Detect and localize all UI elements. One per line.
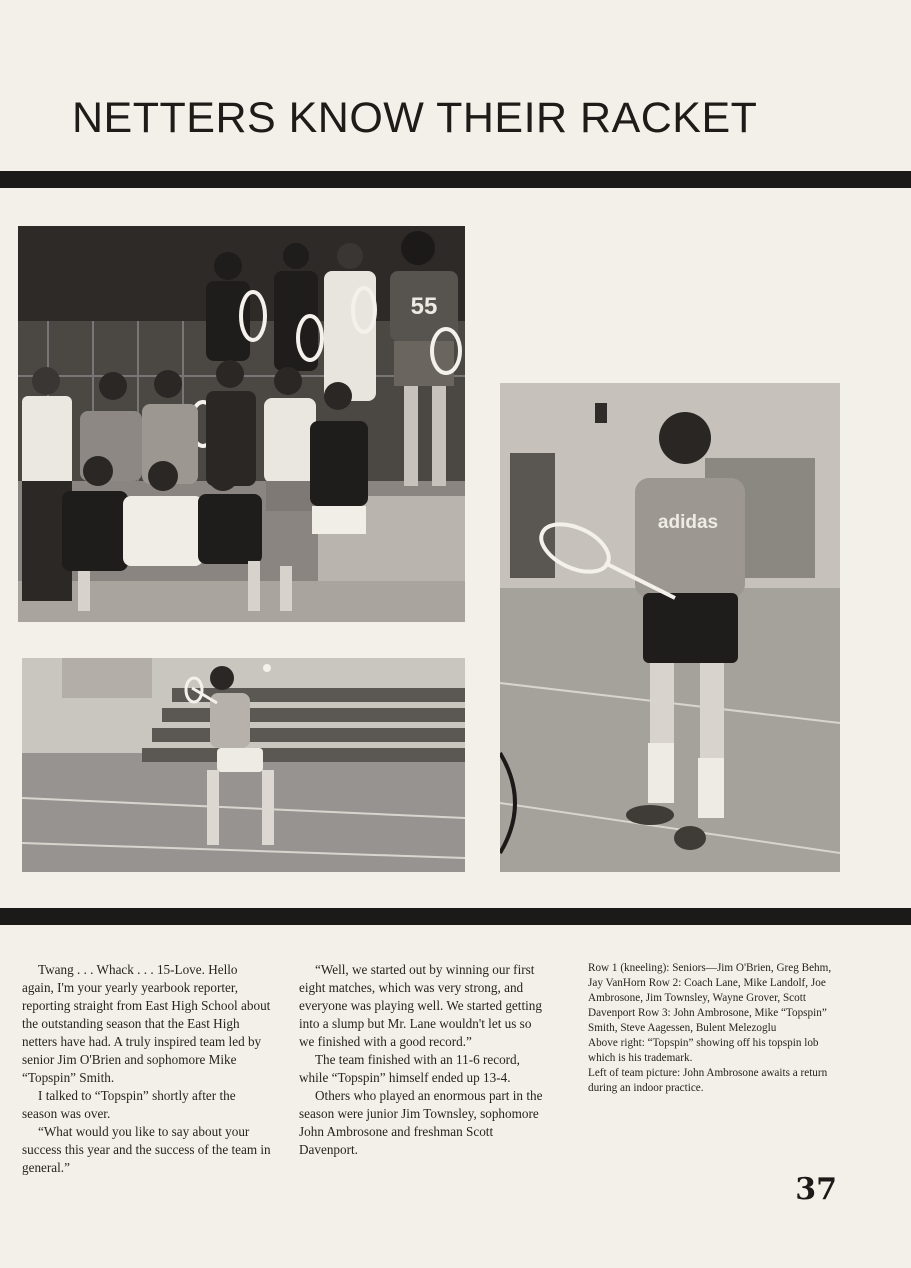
headline: NETTERS KNOW THEIR RACKET — [72, 94, 758, 142]
story-paragraph: “What would you like to say about your success this year and the success of the team in general.” — [22, 1124, 271, 1175]
story-paragraph: Others who played an enormous part in the season were junior Jim Townsley, sophomore John Ambrosone and freshman Scott Davenport. — [299, 1088, 543, 1157]
team-caption: Row 1 (kneeling): Seniors—Jim O'Brien, Greg Behm, Jay VanHorn Row 2: Coach Lane, Mike Landolf, Joe Ambrosone, Jim Townsley, Wayne Grover, Scott Davenport Row 3: John Ambrosone, Mike “Topspin” Smith, Steve Aagessen, Bulent Melezoglu — [588, 962, 832, 1034]
above-right-caption: Above right: “Topspin” showing off his topspin lob which is his trademark. — [588, 1037, 819, 1064]
left-of-team-caption: Left of team picture: John Ambrosone awaits a return during an indoor practice. — [588, 1067, 828, 1094]
jersey-number: 55 — [410, 293, 438, 320]
ambrosone-photo — [22, 658, 465, 872]
bottom-rule — [0, 908, 911, 925]
story-paragraph: Twang . . . Whack . . . 15-Love. Hello again, I'm your yearly yearbook reporter, reporting straight from East High School about the outstanding season that the East High netters have had. A truly inspired team led by senior Jim O'Brien and sophomore Mike “Topspin” Smith. — [22, 962, 271, 1085]
story-column-2 — [299, 961, 549, 1159]
topspin-photo — [500, 383, 840, 872]
story-paragraph: The team finished with an 11-6 record, while “Topspin” himself ended up 13-4. — [299, 1052, 520, 1085]
shirt-brand: adidas — [657, 512, 719, 533]
story-column-1 — [22, 961, 272, 1177]
top-rule — [0, 171, 911, 188]
story-paragraph: “Well, we started out by winning our first eight matches, which was very strong, and everyone was playing well. We started getting into a slump but Mr. Lane wouldn't let us so we finished with a good record.” — [299, 962, 542, 1049]
team-photo — [18, 226, 465, 622]
story-paragraph: I talked to “Topspin” shortly after the season was over. — [22, 1088, 236, 1121]
page-number: 37 — [795, 1172, 837, 1207]
captions-column — [588, 961, 844, 1096]
